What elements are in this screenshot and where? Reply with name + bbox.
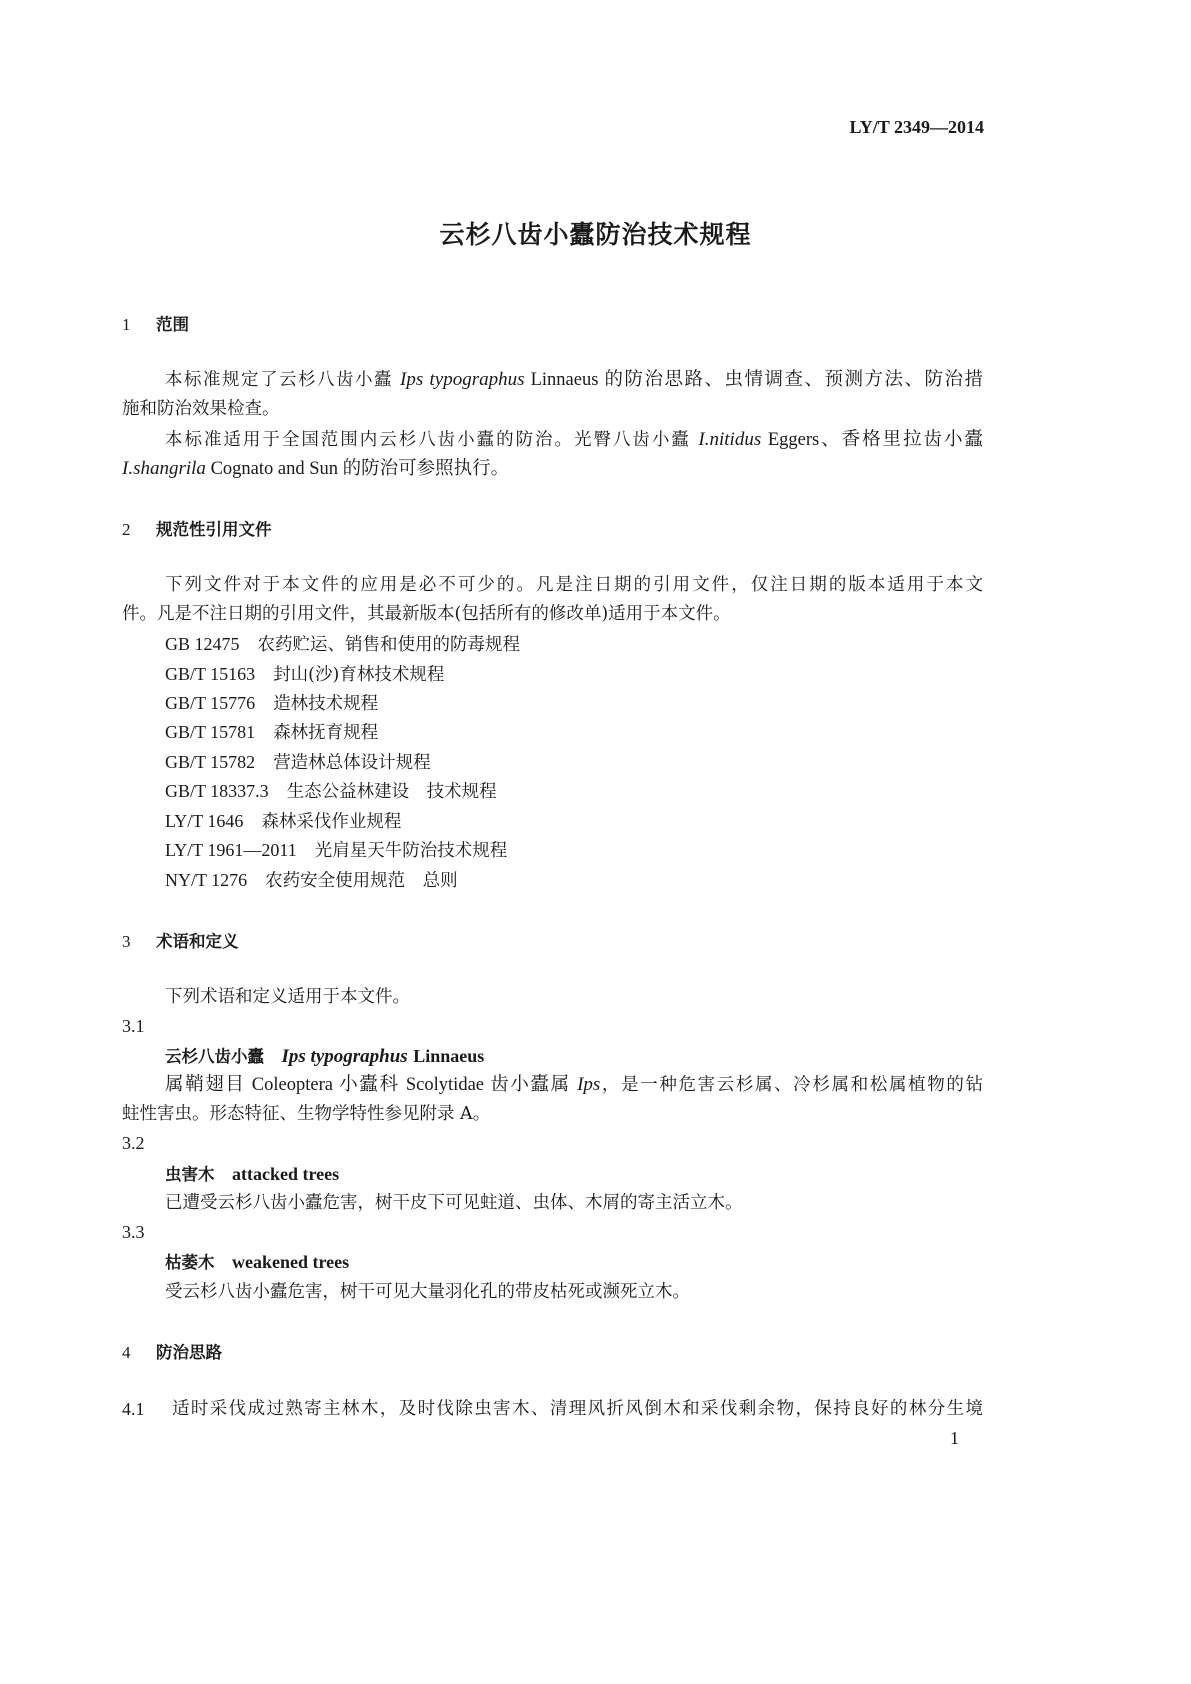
- page-title: 云杉八齿小蠹防治技术规程: [439, 220, 752, 249]
- section-1-heading: [122, 311, 189, 335]
- reference-item: [165, 751, 431, 774]
- clause-number: 4.1: [122, 1399, 145, 1419]
- term-number: 3.1: [122, 1016, 145, 1036]
- term-en: attacked trees: [232, 1164, 340, 1184]
- ref-title: 营造林总体设计规程: [273, 753, 431, 773]
- section-number: 4: [122, 1343, 131, 1362]
- reference-item: [165, 663, 444, 686]
- text: Linnaeus 的防治思路、虫情调查、预测方法、防治措: [524, 370, 983, 390]
- reference-item: [165, 780, 497, 803]
- term-author: Linnaeus: [413, 1046, 485, 1066]
- ref-title: 造林技术规程: [273, 694, 379, 714]
- reference-item: [165, 692, 378, 715]
- latin-name: Ips: [577, 1074, 601, 1095]
- section-3-heading: [122, 928, 239, 952]
- term-zh: 云杉八齿小蠹: [165, 1047, 264, 1066]
- latin-name: I.nitidus: [698, 429, 762, 450]
- reference-item: [165, 839, 507, 862]
- ref-title: 封山(沙)育林技术规程: [273, 665, 445, 685]
- section-number: 3: [122, 932, 131, 951]
- reference-item: [165, 721, 378, 744]
- paragraph-line: [165, 429, 983, 451]
- text: 本标准适用于全国范围内云杉八齿小蠹的防治。光臀八齿小蠹: [165, 430, 699, 450]
- text: ，是一种危害云杉属、冷杉属和松属植物的钻: [600, 1075, 984, 1095]
- ref-code: GB 12475: [165, 634, 240, 654]
- term-heading: [165, 1045, 484, 1068]
- ref-title: 农药安全使用规范 总则: [265, 871, 458, 891]
- term-en: weakened trees: [232, 1252, 350, 1272]
- section-4-heading: [122, 1339, 222, 1363]
- standard-code: LY/T 2349—2014: [849, 117, 984, 137]
- paragraph-line: [165, 369, 983, 391]
- section-title: 防治思路: [156, 1343, 222, 1362]
- text: 属鞘翅目 Coleoptera 小蠹科 Scolytidae 齿小蠹属: [165, 1075, 578, 1095]
- paragraph-line: 施和防治效果检查。: [122, 399, 280, 419]
- ref-code: LY/T 1646: [165, 811, 244, 831]
- latin-name: I.shangrila: [122, 458, 206, 479]
- term-number: 3.3: [122, 1222, 145, 1242]
- latin-name: Ips typographus: [400, 369, 525, 390]
- ref-code: GB/T 15782: [165, 752, 256, 772]
- paragraph-line: 蛀性害虫。形态特征、生物学特性参见附录 A。: [122, 1104, 491, 1124]
- section-title: 规范性引用文件: [156, 520, 272, 539]
- term-latin: Ips typographus: [281, 1046, 408, 1067]
- paragraph-line: 受云杉八齿小蠹危害，树干可见大量羽化孔的带皮枯死或濒死立木。: [165, 1282, 690, 1302]
- section-title: 术语和定义: [156, 932, 239, 951]
- reference-item: [165, 633, 520, 656]
- section-number: 2: [122, 520, 131, 539]
- paragraph-line: 适时采伐成过熟寄主林木，及时伐除虫害木、清理风折风倒木和采伐剩余物，保持良好的林分生境: [172, 1399, 983, 1419]
- paragraph-line: [165, 1074, 983, 1096]
- section-number: 1: [122, 315, 131, 334]
- paragraph-line: 下列术语和定义适用于本文件。: [165, 987, 410, 1007]
- text: Eggers、香格里拉齿小蠹: [761, 430, 984, 450]
- term-number: 3.2: [122, 1133, 145, 1153]
- paragraph-line: 已遭受云杉八齿小蠹危害，树干皮下可见蛀道、虫体、木屑的寄主活立木。: [165, 1193, 743, 1213]
- ref-code: GB/T 18337.3: [165, 781, 269, 801]
- ref-code: LY/T 1961—2011: [165, 840, 297, 860]
- text: 本标准规定了云杉八齿小蠹: [165, 370, 401, 390]
- page-number: 1: [950, 1428, 959, 1448]
- text: Cognato and Sun 的防治可参照执行。: [205, 459, 510, 479]
- paragraph-line: 件。凡是不注日期的引用文件，其最新版本(包括所有的修改单)适用于本文件。: [122, 604, 731, 624]
- term-heading: [165, 1251, 349, 1274]
- ref-code: GB/T 15163: [165, 664, 256, 684]
- ref-title: 森林采伐作业规程: [261, 812, 402, 832]
- term-heading: [165, 1163, 339, 1186]
- paragraph-line: [122, 458, 509, 480]
- ref-title: 光肩星天牛防治技术规程: [314, 841, 508, 861]
- section-title: 范围: [156, 315, 189, 334]
- paragraph-line: 下列文件对于本文件的应用是必不可少的。凡是注日期的引用文件，仅注日期的版本适用于本文: [165, 575, 983, 595]
- ref-code: GB/T 15781: [165, 722, 256, 742]
- ref-code: GB/T 15776: [165, 693, 256, 713]
- reference-item: [165, 810, 401, 833]
- ref-code: NY/T 1276: [165, 870, 248, 890]
- ref-title: 农药贮运、销售和使用的防毒规程: [257, 635, 521, 655]
- section-2-heading: [122, 516, 272, 540]
- reference-item: [165, 869, 458, 892]
- term-zh: 虫害木: [165, 1165, 215, 1184]
- ref-title: 森林抚育规程: [273, 723, 379, 743]
- ref-title: 生态公益林建设 技术规程: [286, 782, 497, 802]
- term-zh: 枯萎木: [165, 1253, 215, 1272]
